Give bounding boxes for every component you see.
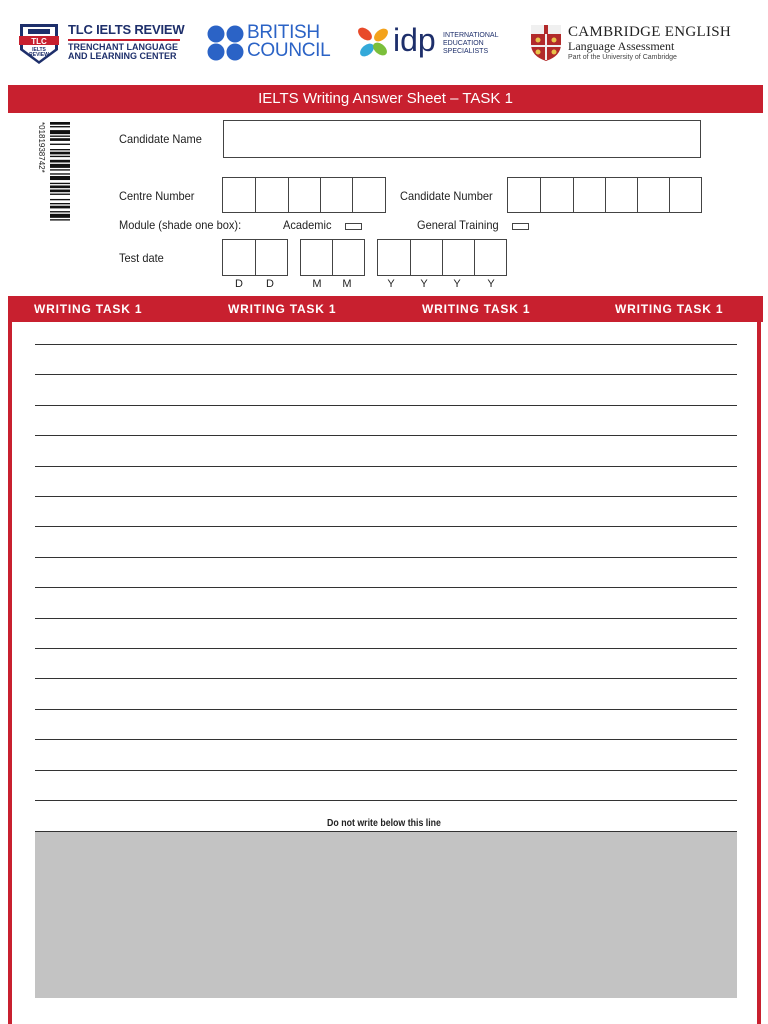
centre-number-cell[interactable] bbox=[353, 178, 385, 212]
tlc-divider bbox=[68, 39, 180, 41]
idp-tag-line1: INTERNATIONAL bbox=[443, 32, 499, 39]
idp-logo bbox=[355, 24, 505, 64]
candidate-number-cell[interactable] bbox=[638, 178, 670, 212]
cambridge-line3: Part of the University of Cambridge bbox=[568, 54, 677, 61]
barcode-bar bbox=[50, 122, 70, 125]
writing-line bbox=[35, 648, 737, 649]
barcode-bar bbox=[50, 190, 70, 193]
centre-number-label: Centre Number bbox=[119, 189, 195, 203]
british-council-line2: COUNCIL bbox=[247, 40, 331, 61]
date-letter: M bbox=[312, 278, 322, 290]
writing-line bbox=[35, 587, 737, 588]
test-date-day-cell[interactable] bbox=[223, 240, 256, 275]
test-date-year-cell[interactable] bbox=[378, 240, 411, 275]
writing-line bbox=[35, 344, 737, 345]
test-date-year-cell[interactable] bbox=[411, 240, 443, 275]
barcode-bar bbox=[50, 185, 70, 188]
cambridge-shield-icon bbox=[530, 24, 562, 62]
sheet-title: IELTS Writing Answer Sheet – TASK 1 bbox=[8, 85, 763, 113]
candidate-number-cell[interactable] bbox=[574, 178, 606, 212]
tlc-title: TLC IELTS REVIEW bbox=[68, 22, 185, 37]
cambridge-text bbox=[568, 24, 731, 63]
date-letter: Y bbox=[453, 278, 461, 290]
writing-task-bar bbox=[8, 296, 763, 322]
barcode-bar bbox=[50, 164, 70, 168]
writing-line bbox=[35, 405, 737, 406]
tlc-badge-icon bbox=[16, 20, 62, 66]
idp-tagline bbox=[443, 32, 499, 56]
academic-checkbox[interactable] bbox=[345, 223, 362, 230]
test-date-month-field[interactable] bbox=[300, 239, 365, 276]
barcode-bar bbox=[50, 126, 70, 127]
barcode-bar bbox=[50, 199, 70, 200]
writing-task-label: WRITING TASK 1 bbox=[422, 302, 531, 316]
centre-number-cell[interactable] bbox=[223, 178, 256, 212]
test-date-month-cell[interactable] bbox=[301, 240, 333, 275]
test-date-day-cell[interactable] bbox=[256, 240, 287, 275]
barcode-icon bbox=[38, 120, 72, 268]
test-date-label: Test date bbox=[119, 251, 164, 265]
idp-tag-line3: SPECIALISTS bbox=[443, 48, 489, 55]
idp-leaf-icon bbox=[355, 24, 391, 60]
date-letter: Y bbox=[487, 278, 495, 290]
test-date-year-field[interactable] bbox=[377, 239, 507, 276]
idp-tag-line2: EDUCATION bbox=[443, 40, 484, 47]
candidate-number-cell[interactable] bbox=[508, 178, 541, 212]
writing-line bbox=[35, 466, 737, 467]
idp-wordmark: idp bbox=[393, 22, 436, 58]
date-letter: Y bbox=[420, 278, 428, 290]
test-date-year-cell[interactable] bbox=[443, 240, 475, 275]
general-training-label: General Training bbox=[417, 218, 499, 232]
writing-line bbox=[35, 709, 737, 710]
barcode-bar bbox=[50, 136, 70, 137]
answer-writing-area[interactable] bbox=[35, 344, 737, 804]
tlc-badge-sub2: REVIEW bbox=[29, 52, 49, 58]
barcode-bar bbox=[50, 156, 70, 157]
writing-line bbox=[35, 678, 737, 679]
centre-number-cell[interactable] bbox=[289, 178, 321, 212]
date-letter: Y bbox=[387, 278, 395, 290]
barcode-number: *0181938742* bbox=[37, 122, 46, 173]
writing-task-label: WRITING TASK 1 bbox=[228, 302, 337, 316]
barcode-bar bbox=[50, 211, 70, 212]
british-council-dots-icon bbox=[207, 24, 245, 62]
writing-frame-right bbox=[757, 322, 761, 1024]
writing-line bbox=[35, 557, 737, 558]
centre-number-field[interactable] bbox=[222, 177, 386, 213]
centre-number-cell[interactable] bbox=[256, 178, 289, 212]
barcode-bar bbox=[50, 219, 70, 220]
barcode-bar bbox=[50, 169, 70, 170]
general-training-checkbox[interactable] bbox=[512, 223, 529, 230]
british-council-logo bbox=[207, 24, 332, 64]
tlc-subtitle-1: TRENCHANT LANGUAGE bbox=[68, 42, 178, 52]
writing-frame-left bbox=[8, 322, 12, 1024]
barcode-bar bbox=[50, 152, 70, 155]
barcode-bar bbox=[50, 176, 70, 180]
writing-line bbox=[35, 496, 737, 497]
tlc-badge-sub1: IELTS bbox=[32, 47, 46, 53]
candidate-number-label: Candidate Number bbox=[400, 189, 493, 203]
writing-task-label: WRITING TASK 1 bbox=[615, 302, 724, 316]
date-letter: D bbox=[266, 278, 274, 290]
writing-line bbox=[35, 526, 737, 527]
barcode-bar bbox=[50, 173, 70, 174]
writing-line bbox=[35, 739, 737, 740]
british-council-text bbox=[247, 24, 330, 60]
cambridge-line1: CAMBRIDGE ENGLISH bbox=[568, 24, 732, 40]
barcode-bar bbox=[50, 203, 70, 204]
centre-number-cell[interactable] bbox=[321, 178, 353, 212]
writing-line bbox=[35, 770, 737, 771]
test-date-month-cell[interactable] bbox=[333, 240, 364, 275]
test-date-day-field[interactable] bbox=[222, 239, 288, 276]
barcode-bar bbox=[50, 183, 70, 184]
barcode-bar bbox=[50, 160, 70, 163]
tlc-ielts-review-logo bbox=[16, 20, 186, 66]
candidate-number-field[interactable] bbox=[507, 177, 702, 213]
candidate-number-cell[interactable] bbox=[606, 178, 638, 212]
barcode-bar bbox=[50, 149, 70, 150]
writing-line bbox=[35, 435, 737, 436]
barcode-bar bbox=[50, 138, 70, 141]
barcode-bar bbox=[50, 214, 70, 218]
british-council-line1: BRITISH bbox=[247, 22, 320, 43]
barcode-bar bbox=[50, 130, 70, 134]
tlc-subtitle-2: AND LEARNING CENTER bbox=[68, 51, 177, 61]
academic-label: Academic bbox=[283, 218, 332, 232]
module-label: Module (shade one box): bbox=[119, 218, 242, 232]
test-date-year-cell[interactable] bbox=[475, 240, 506, 275]
date-letter: D bbox=[235, 278, 243, 290]
writing-task-label: WRITING TASK 1 bbox=[34, 302, 143, 316]
barcode-bar bbox=[50, 206, 70, 209]
writing-line bbox=[35, 618, 737, 619]
candidate-number-cell[interactable] bbox=[670, 178, 701, 212]
barcode-bar bbox=[50, 144, 70, 145]
tlc-text bbox=[68, 22, 184, 61]
candidate-name-label: Candidate Name bbox=[119, 132, 202, 146]
barcode-bar bbox=[50, 194, 70, 195]
examiner-use-area bbox=[35, 832, 737, 998]
cambridge-english-logo bbox=[530, 24, 760, 64]
candidate-name-field[interactable] bbox=[223, 120, 701, 158]
do-not-write-notice: Do not write below this line bbox=[327, 818, 441, 829]
tlc-badge-text: TLC bbox=[31, 37, 47, 46]
date-letter: M bbox=[342, 278, 352, 290]
writing-line bbox=[35, 800, 737, 801]
writing-line bbox=[35, 374, 737, 375]
cambridge-line2: Language Assessment bbox=[568, 39, 675, 53]
candidate-number-cell[interactable] bbox=[541, 178, 574, 212]
